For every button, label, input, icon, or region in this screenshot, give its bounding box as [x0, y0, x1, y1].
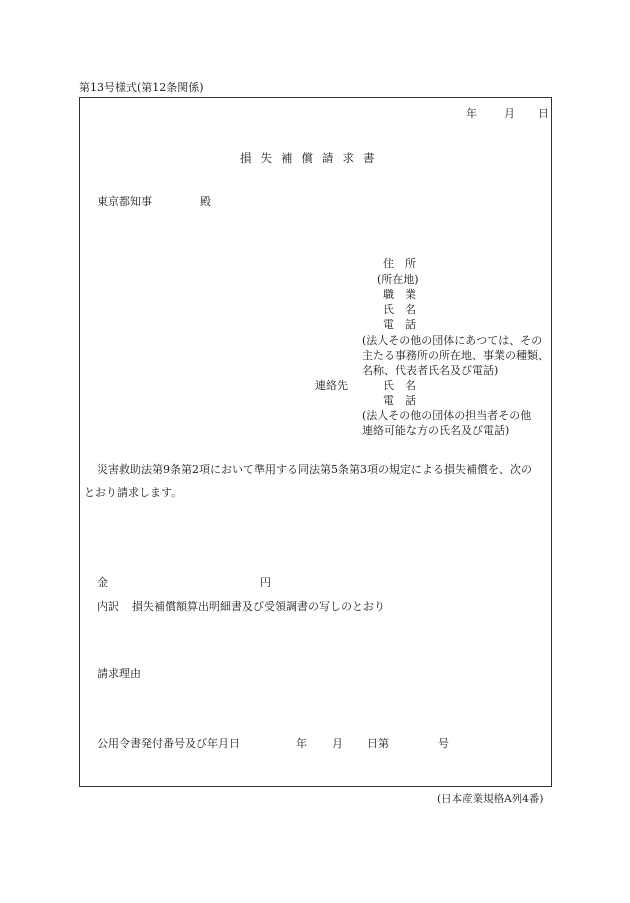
- paper-size-note: (日本産業規格A列4番): [437, 793, 544, 805]
- contact-heading: 連絡先: [315, 379, 348, 392]
- date-year: 年: [466, 107, 477, 120]
- date-month: 月: [504, 107, 515, 120]
- order-month: 月: [332, 737, 343, 750]
- breakdown-label: 内訳: [97, 600, 119, 613]
- order-label: 公用令書発付番号及び年月日: [97, 737, 240, 750]
- address-label: 住 所: [383, 257, 416, 270]
- addressee-honorific: 殿: [200, 195, 211, 208]
- request-text-line-2: とおり請求します。: [84, 486, 183, 499]
- addressee-name: 東京都知事: [97, 195, 152, 208]
- order-year: 年: [296, 737, 307, 750]
- breakdown-text: 損失補償額算出明細書及び受領調書の写しのとおり: [132, 600, 385, 613]
- contact-name-label: 氏 名: [383, 379, 416, 392]
- occupation-label: 職 業: [383, 288, 416, 301]
- page-title: 損失補償請求書: [240, 151, 384, 165]
- order-day-number: 日第: [367, 737, 389, 750]
- name-label: 氏 名: [383, 303, 416, 316]
- amount-unit: 円: [260, 576, 271, 589]
- address-sub-label: (所在地): [377, 273, 419, 286]
- order-number-suffix: 号: [438, 737, 449, 750]
- reason-label: 請求理由: [97, 667, 141, 680]
- date-day: 日: [538, 107, 549, 120]
- request-text-line-1: 災害救助法第9条第2項において準用する同法第5条第3項の規定による損失補償を、次の: [97, 463, 532, 476]
- corp-note-line-3: 名称、代表者氏名及び電話): [362, 364, 499, 377]
- phone-label: 電 話: [383, 318, 416, 331]
- form-number: 第13号様式(第12条関係): [79, 81, 204, 94]
- amount-label: 金: [97, 576, 108, 589]
- corp-note-line-1: (法人その他の団体にあつては、その: [362, 334, 543, 347]
- contact-phone-label: 電 話: [383, 394, 416, 407]
- corp-note-line-2: 主たる事務所の所在地、事業の種類、: [362, 349, 549, 362]
- contact-note-line-2: 連絡可能な方の氏名及び電話): [362, 424, 510, 437]
- contact-note-line-1: (法人その他の団体の担当者その他: [362, 409, 532, 422]
